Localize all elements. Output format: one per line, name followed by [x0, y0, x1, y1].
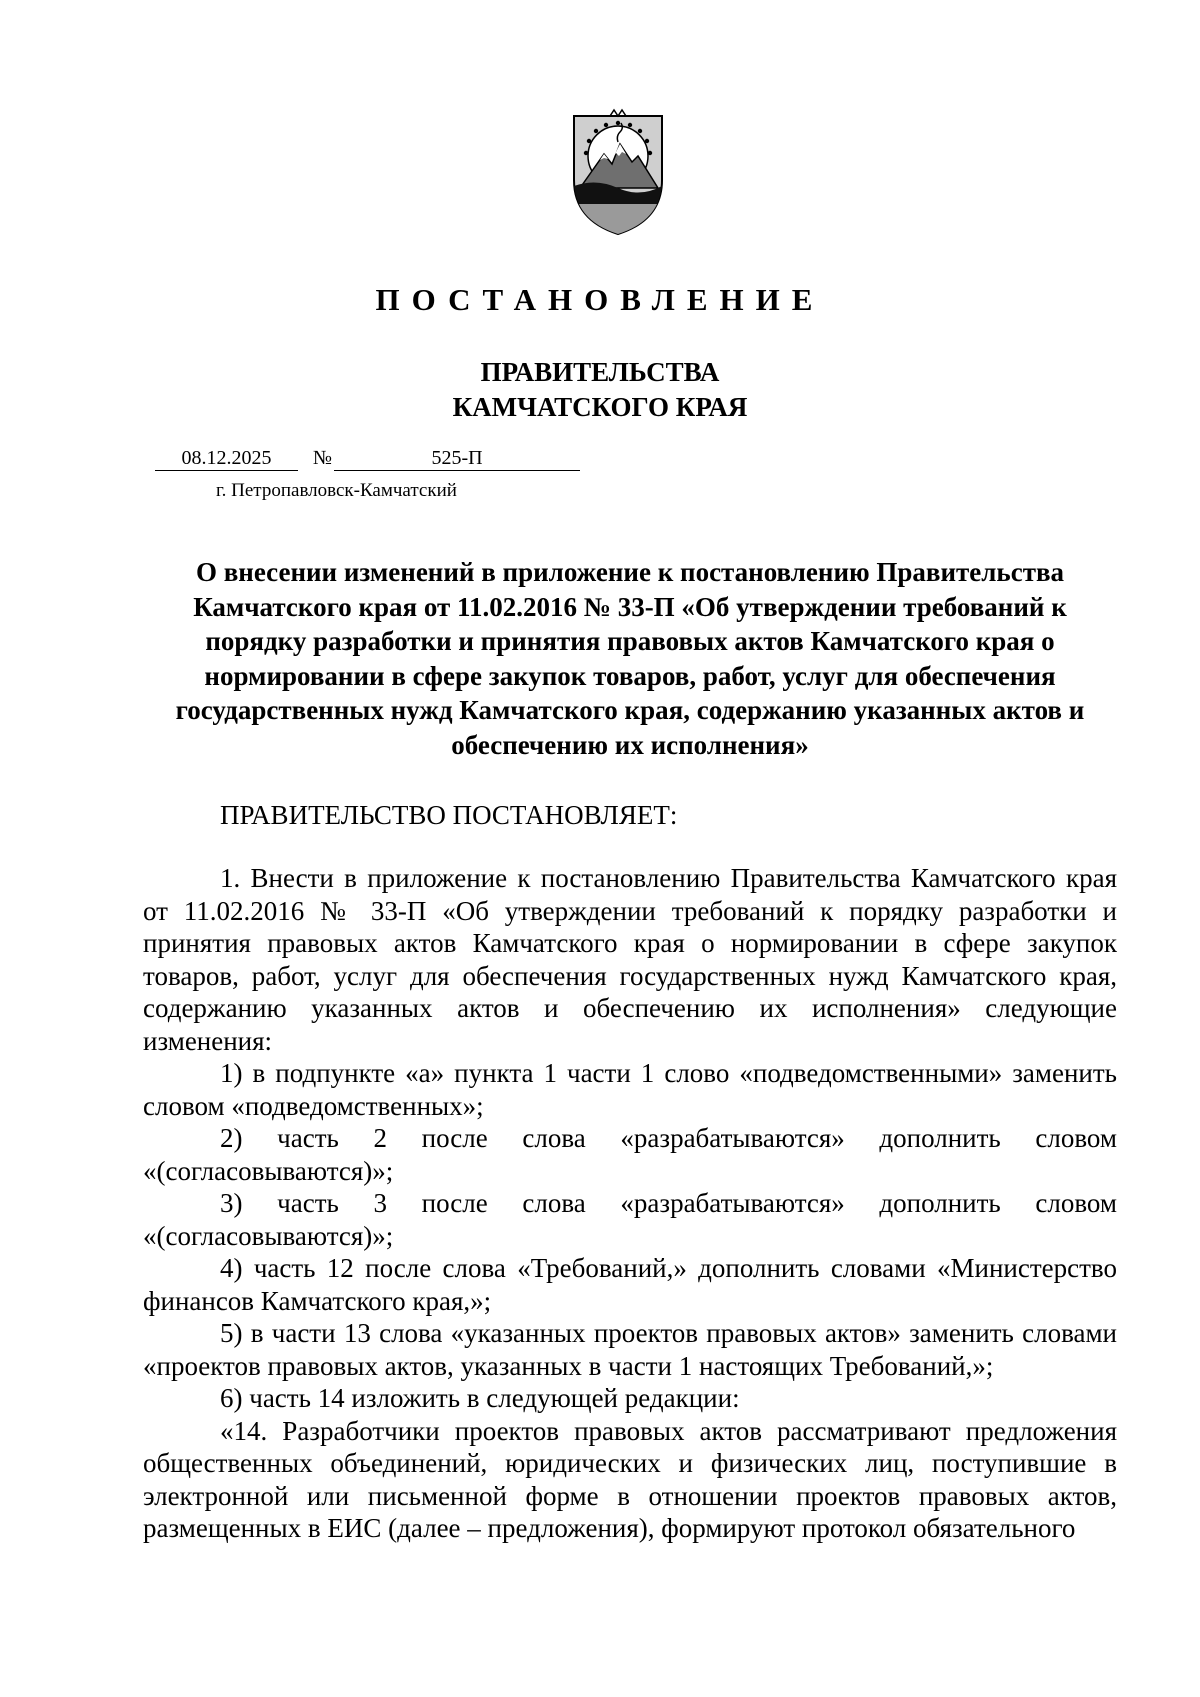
document-body [143, 862, 1117, 1545]
issuing-authority [0, 355, 1200, 425]
kamchatka-coat-of-arms-icon [566, 108, 670, 238]
authority-line-1: ПРАВИТЕЛЬСТВА [480, 357, 720, 387]
paragraph-item-6: 6) часть 14 изложить в следующей редакции: [220, 1383, 740, 1413]
registration-number: 525-П [334, 446, 580, 471]
paragraph-item-2: 2) часть 2 после слова «разрабатываются» дополнить словом «(согласовываются)»; [143, 1123, 1117, 1186]
decree-formula: ПРАВИТЕЛЬСТВО ПОСТАНОВЛЯЕТ: [220, 800, 678, 830]
paragraph-item-5: 5) в части 13 слова «указанных проектов правовых актов» заменить словами «проектов правовых актов, указанных в части 1 настоящих Требований,»; [143, 1318, 1117, 1381]
number-sign: № [312, 447, 332, 469]
authority-line-2: КАМЧАТСКОГО КРАЯ [452, 392, 748, 422]
document-type-heading: ПОСТАНОВЛЕНИЕ [375, 282, 825, 317]
paragraph-item-1: 1) в подпункте «а» пункта 1 части 1 слово «подведомственными» заменить словом «подведомственных»; [143, 1058, 1117, 1121]
paragraph-quoted-14: «14. Разработчики проектов правовых актов рассматривают предложения общественных объединений, юридических и физических лиц, поступившие в электронной или письменной форме в отношении проектов правовых актов, размещенных в ЕИС (далее – предложения), формируют протокол обязательного [143, 1415, 1117, 1543]
place-of-issue: г. Петропавловск-Камчатский [216, 480, 457, 501]
paragraph-item-3: 3) часть 3 после слова «разрабатываются» дополнить словом «(согласовываются)»; [143, 1188, 1117, 1251]
registration-date: 08.12.2025 [155, 446, 298, 471]
paragraph-1: 1. Внести в приложение к постановлению Правительства Камчатского края от 11.02.2016 № 33-П «Об утверждении требований к порядку разработки и принятия правовых актов Камчатского края о нормировании в сфере закупок товаров, работ, услуг для обеспечения государственных нужд Камчатского края, содержанию указанных актов и обеспечению их исполнения» следующие изменения: [143, 863, 1117, 1056]
paragraph-item-4: 4) часть 12 после слова «Требований,» дополнить словами «Министерство финансов Камчатского края,»; [143, 1253, 1117, 1316]
document-title: О внесении изменений в приложение к постановлению Правительства Камчатского края от 11.02.2016 № 33-П «Об утверждении требований к порядку разработки и принятия правовых актов Камчатского края о нормировании в сфере закупок товаров, работ, услуг для обеспечения государственных нужд Камчатского края, содержанию указанных актов и обеспечению их исполнения» [175, 557, 1085, 760]
